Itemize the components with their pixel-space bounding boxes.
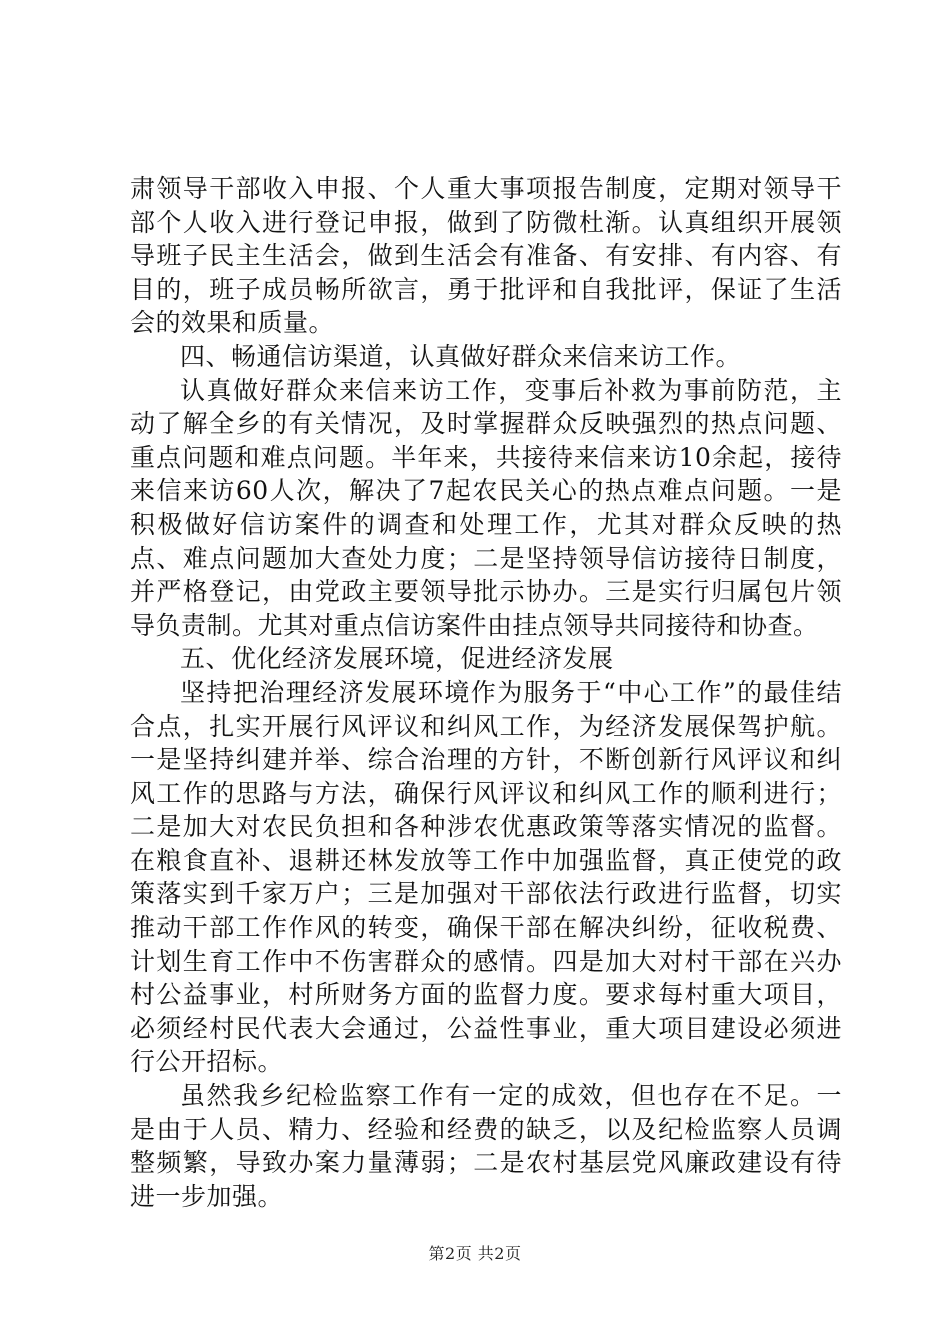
section-heading-4: 四、畅通信访渠道，认真做好群众来信来访工作。 [180,341,742,371]
paragraph-petition-work: 认真做好群众来信来访工作，变事后补救为事前防范，主动了解全乡的有关情况，及时掌握群众反映强烈的热点问题、重点问题和难点问题。半年来，共接待来信来访10余起，接待来信来访60人次，解决了7起农民关心的热点难点问题。一是积极做好信访案件的调查和处理工作，尤其对群众反映的热点、难点问题加大查处力度；二是坚持领导信访接待日制度，并严格登记，由党政主要领导批示协办。三是实行归属包片领导负责制。尤其对重点信访案件由挂点领导共同接待和协查。 [130,375,842,640]
paragraph-economic-environment: 坚持把治理经济发展环境作为服务于“中心工作”的最佳结合点，扎实开展行风评议和纠风工作，为经济发展保驾护航。一是坚持纠建并举、综合治理的方针，不断创新行风评议和纠风工作的思路与方法，确保行风评议和纠风工作的顺利进行；二是加大对农民负担和各种涉农优惠政策等落实情况的监督。在粮食直补、退耕还林发放等工作中加强监督，真正使党的政策落实到千家万户；三是加强对干部依法行政进行监督，切实推动干部工作作风的转变，确保干部在解决纠纷，征收税费、计划生育工作中不伤害群众的感情。四是加大对村干部在兴办村公益事业，村所财务方面的监督力度。要求每村重大项目，必须经村民代表大会通过，公益性事业，重大项目建设必须进行公开招标。 [130,677,842,1077]
document-body [130,172,842,1213]
paragraph-shortcomings: 虽然我乡纪检监察工作有一定的成效，但也存在不足。一是由于人员、精力、经验和经费的缺乏，以及纪检监察人员调整频繁，导致办案力量薄弱；二是农村基层党风廉政建设有待进一步加强。 [130,1081,842,1211]
paragraph-continuation: 肃领导干部收入申报、个人重大事项报告制度，定期对领导干部个人收入进行登记申报，做到了防微杜渐。认真组织开展领导班子民主生活会，做到生活会有准备、有安排、有内容、有目的，班子成员畅所欲言，勇于批评和自我批评，保证了生活会的效果和质量。 [130,174,842,338]
section-heading-5: 五、优化经济发展环境，促进经济发展 [180,644,614,674]
page-number-footer: 第2页 共2页 [428,1244,522,1263]
